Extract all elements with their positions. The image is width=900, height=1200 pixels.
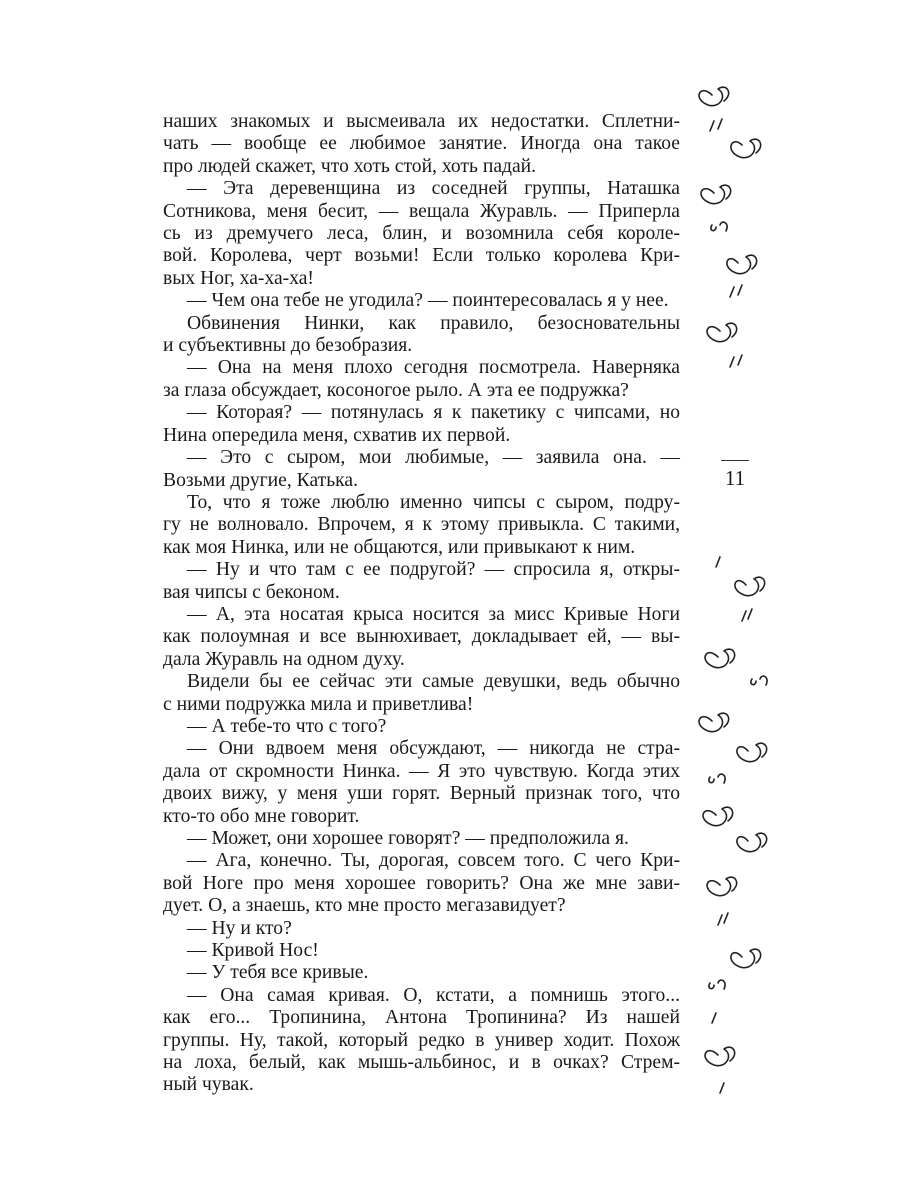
text-line: Нина опередила меня, схватив их первой.	[163, 424, 511, 446]
hearts-vine-icon	[690, 75, 780, 395]
text-line: — Ну и кто?	[187, 917, 292, 939]
text-line: как его... Тропинина, Антона Тропинина? Из нашей	[163, 1007, 680, 1029]
text-line: вых Ног, ха-ха-ха!	[163, 267, 314, 289]
text-line: Сотникова, меня бесит, — вещала Журавль. — Приперла	[163, 200, 680, 222]
text-line: — А, эта носатая крыса носится за мисс Кривые Ноги	[187, 603, 680, 625]
text-line: ный чувак.	[163, 1074, 254, 1096]
text-line: дует. О, а знаешь, кто мне просто мегазавидует?	[163, 895, 566, 917]
text-line: на лоха, белый, как мышь-альбинос, и в очках? Стрем-	[163, 1052, 680, 1074]
text-line: Видели бы ее сейчас эти самые девушки, ведь обычно	[187, 671, 680, 693]
text-line: Возьми другие, Катька.	[163, 469, 358, 491]
text-line: — Кривой Нос!	[187, 940, 319, 962]
text-line: — Чем она тебе не угодила? — поинтересовалась я у нее.	[187, 290, 669, 312]
text-line: Обвинения Нинки, как правило, безосновательны	[187, 312, 680, 334]
text-line: — Ну и что там с ее подругой? — спросила я, откры-	[187, 559, 680, 581]
text-line: дала Журавль на одном духу.	[163, 648, 405, 670]
text-line: — Она самая кривая. О, кстати, а помнишь этого...	[187, 984, 680, 1006]
text-line: — А тебе-то что с того?	[187, 715, 387, 737]
text-line: — Они вдвоем меня обсуждают, — никогда не стра-	[187, 738, 680, 760]
text-line: — Ага, конечно. Ты, дорогая, совсем того. С чего Кри-	[187, 850, 680, 872]
text-line: наших знакомых и высмеивала их недостатки. Сплетни-	[163, 111, 680, 132]
text-line: — Может, они хорошее говорят? — предположила я.	[187, 828, 629, 849]
text-line: как полоумная и все вынюхивает, докладывает ей, — вы-	[163, 626, 680, 648]
text-line: кто-то обо мне говорит.	[163, 805, 360, 827]
text-line: гу не волновало. Впрочем, я к этому привыкла. С такими,	[163, 514, 680, 536]
page-number: 11	[721, 460, 749, 493]
text-line: с ними подружка мила и приветлива!	[163, 693, 474, 715]
text-line: вая чипсы с беконом.	[163, 581, 340, 603]
text-line: как моя Нинка, или не общаются, или привыкают к ним.	[163, 536, 636, 558]
text-line: — Она на меня плохо сегодня посмотрела. Наверняка	[187, 357, 680, 379]
page-text	[163, 111, 680, 1097]
text-line: группы. Ну, такой, который редко в универ ходит. Похож	[163, 1029, 680, 1051]
text-line: про людей скажет, что хоть стой, хоть падай.	[163, 155, 537, 177]
text-line: двоих вижу, у меня уши горят. Верный признак того, что	[163, 783, 680, 805]
text-line: сь из дремучего леса, блин, и возомнила себя короле-	[163, 223, 680, 245]
text-line: То, что я тоже люблю именно чипсы с сыром, подру-	[187, 491, 680, 513]
text-line: — Которая? — потянулась я к пакетику с чипсами, но	[187, 402, 680, 424]
text-line: вой Ноге про меня хорошее говорить? Она же мне зави-	[163, 872, 680, 894]
text-line: — Это с сыром, мои любимые, — заявила она. —	[187, 447, 680, 469]
hearts-vine-icon	[690, 545, 780, 1105]
text-line: и субъективны до безобразия.	[163, 335, 413, 357]
text-line: за глаза обсуждает, косоногое рыло. А эта ее подружка?	[163, 379, 629, 401]
text-line: чать — вообще ее любимое занятие. Иногда она такое	[163, 133, 680, 155]
text-line: — Эта деревенщина из соседней группы, Наташка	[187, 178, 680, 200]
text-line: — У тебя все кривые.	[187, 962, 369, 984]
text-line: вой. Королева, черт возьми! Если только королева Кри-	[163, 245, 680, 267]
text-line: дала от скромности Нинка. — Я это чувствую. Когда этих	[163, 760, 680, 782]
